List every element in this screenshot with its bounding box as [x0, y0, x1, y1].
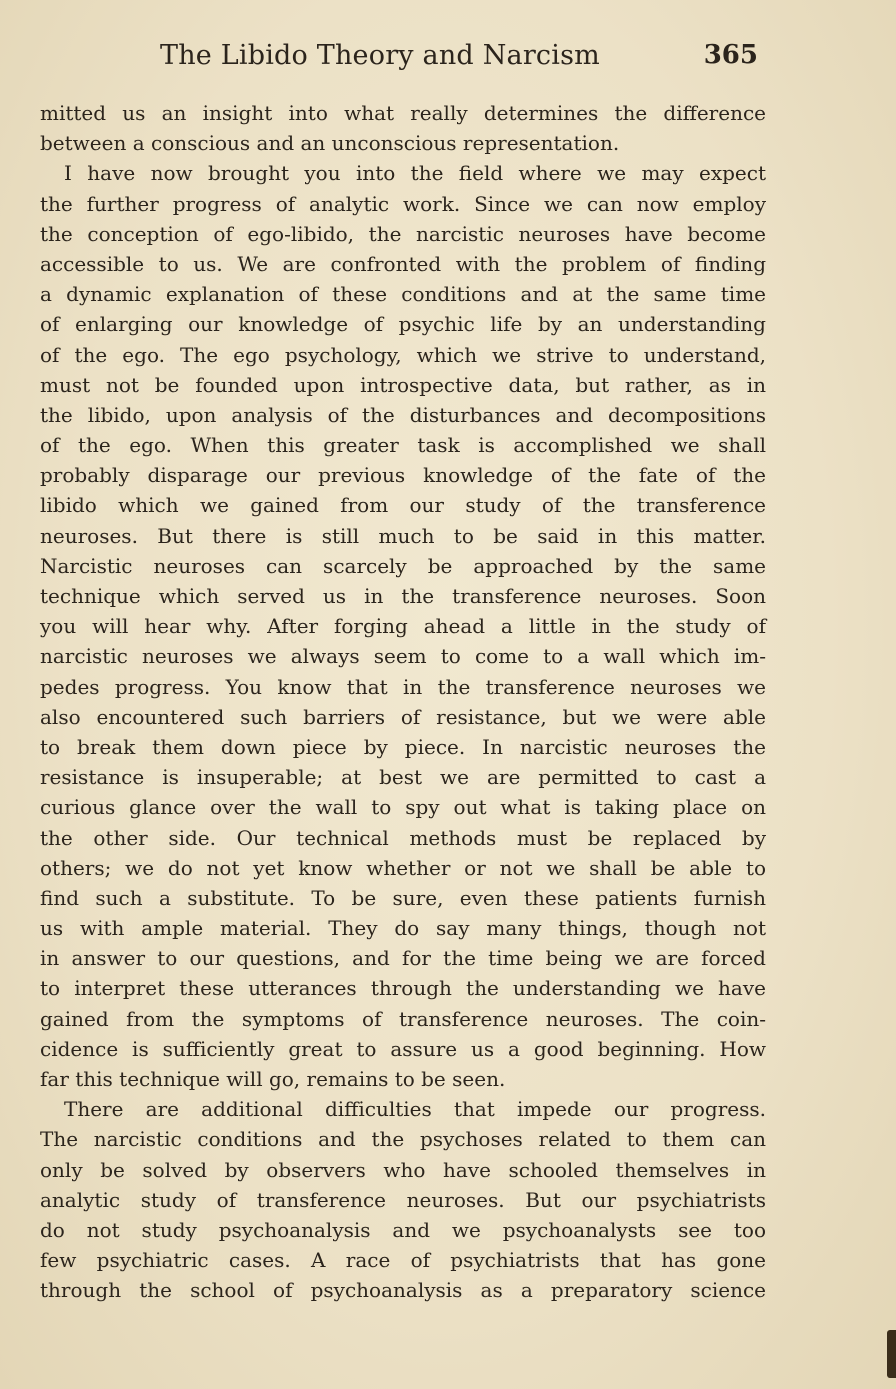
- text-line: do not study psychoanalysis and we psychoanalysts see too: [40, 1217, 766, 1242]
- text-line: the conception of ego-libido, the narcistic neuroses have become: [40, 221, 766, 246]
- text-line: to interpret these utterances through the understanding we have: [40, 976, 766, 1001]
- text-line: also encountered such barriers of resistance, but we were able: [40, 704, 766, 729]
- text-line: only be solved by observers who have schooled themselves in: [40, 1157, 766, 1182]
- text-line: Narcistic neuroses can scarcely be approached by the same: [40, 553, 766, 578]
- text-line: through the school of psychoanalysis as a preparatory science: [40, 1278, 766, 1303]
- page-header: [40, 40, 766, 84]
- text-line: libido which we gained from our study of the transference: [40, 493, 766, 518]
- text-line: others; we do not yet know whether or not we shall be able to: [40, 855, 766, 880]
- text-line: narcistic neuroses we always seem to come to a wall which im-: [40, 644, 766, 669]
- text-line: few psychiatric cases. A race of psychiatrists that has gone: [40, 1248, 766, 1273]
- text-line: I have now brought you into the field where we may expect: [64, 161, 766, 186]
- text-line: find such a substitute. To be sure, even these patients furnish: [40, 885, 766, 910]
- paragraph: [40, 1094, 766, 1305]
- text-line: the other side. Our technical methods must be replaced by: [40, 825, 766, 850]
- text-line: of the ego. When this greater task is accomplished we shall: [40, 433, 766, 458]
- text-line: a dynamic explanation of these conditions and at the same time: [40, 282, 766, 307]
- text-line: between a conscious and an unconscious representation.: [40, 131, 620, 156]
- text-line: analytic study of transference neuroses. But our psychiatrists: [40, 1187, 766, 1212]
- text-line: cidence is sufficiently great to assure us a good beginning. How: [40, 1036, 766, 1061]
- running-title: The Libido Theory and Narcism: [160, 40, 600, 71]
- text-line: resistance is insuperable; at best we are permitted to cast a: [40, 765, 766, 790]
- text-line: gained from the symptoms of transference neuroses. The coin-: [40, 1006, 766, 1031]
- text-line: pedes progress. You know that in the transference neuroses we: [40, 674, 766, 699]
- text-line: us with ample material. They do say many things, though not: [40, 916, 766, 941]
- text-line: of enlarging our knowledge of psychic life by an understanding: [40, 312, 766, 337]
- paragraph: [40, 98, 766, 158]
- text-line: curious glance over the wall to spy out what is taking place on: [40, 795, 766, 820]
- text-line: of the ego. The ego psychology, which we strive to understand,: [40, 342, 766, 367]
- text-line: probably disparage our previous knowledge of the fate of the: [40, 463, 766, 488]
- page-number: 365: [703, 40, 758, 70]
- paragraph: [40, 158, 766, 1094]
- text-line: you will hear why. After forging ahead a little in the study of: [40, 614, 766, 639]
- text-line: mitted us an insight into what really determines the difference: [40, 101, 766, 125]
- text-line: to break them down piece by piece. In narcistic neuroses the: [40, 734, 766, 759]
- text-line: the libido, upon analysis of the disturbances and decompositions: [40, 402, 766, 427]
- text-line: must not be founded upon introspective data, but rather, as in: [40, 372, 766, 397]
- text-line: technique which served us in the transference neuroses. Soon: [40, 584, 766, 608]
- text-line: neuroses. But there is still much to be said in this matter.: [40, 523, 766, 548]
- text-line: The narcistic conditions and the psychoses related to them can: [40, 1127, 766, 1152]
- text-line: the further progress of analytic work. Since we can now employ: [40, 191, 766, 216]
- text-line: in answer to our questions, and for the time being we are forced: [40, 946, 766, 971]
- text-line: There are additional difficulties that impede our progress.: [64, 1097, 766, 1122]
- text-line: accessible to us. We are confronted with the problem of finding: [40, 251, 766, 276]
- page-edge-shadow: [887, 1330, 896, 1378]
- body-text: [40, 98, 766, 1306]
- text-line: far this technique will go, remains to be seen.: [40, 1067, 506, 1091]
